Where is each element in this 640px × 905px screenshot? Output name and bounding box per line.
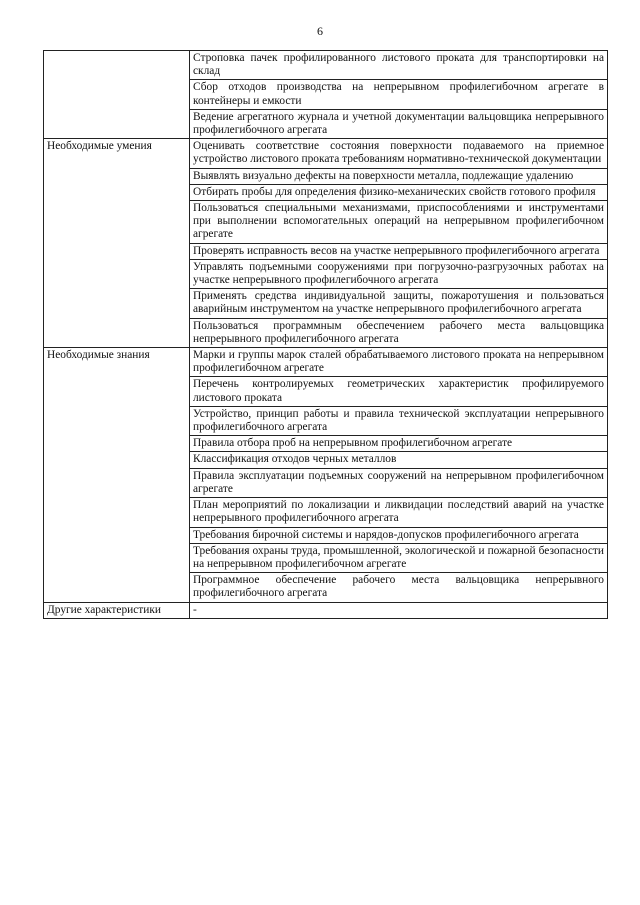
requirement-item: Пользоваться специальными механизмами, приспособлениями и инструментами при выполнении вспомогательных операций на непрерывном профилегибочном агрегате bbox=[190, 201, 608, 244]
requirement-item: Классификация отходов черных металлов bbox=[190, 452, 608, 468]
page-number: 6 bbox=[317, 24, 323, 38]
table-row bbox=[44, 348, 608, 377]
requirement-item: Программное обеспечение рабочего места вальцовщика непрерывного профилегибочного агрегата bbox=[190, 573, 608, 602]
requirement-item: Требования охраны труда, промышленной, экологической и пожарной безопасности на непрерывном профилегибочном агрегате bbox=[190, 543, 608, 572]
requirement-item: Оценивать соответствие состояния поверхности подаваемого на приемное устройство листового проката требованиям нормативно-технической документации bbox=[190, 139, 608, 168]
requirement-item: Пользоваться программным обеспечением рабочего места вальцовщика непрерывного профилегибочного агрегата bbox=[190, 318, 608, 347]
requirement-item: План мероприятий по локализации и ликвидации последствий аварий на участке непрерывного профилегибочного агрегата bbox=[190, 498, 608, 527]
section-label: Другие характеристики bbox=[44, 602, 190, 618]
requirement-item: Отбирать пробы для определения физико-механических свойств готового профиля bbox=[190, 184, 608, 200]
section-label: Необходимые умения bbox=[44, 139, 190, 348]
table-row bbox=[44, 51, 608, 80]
requirement-item: Ведение агрегатного журнала и учетной документации вальцовщика непрерывного профилегибочного агрегата bbox=[190, 109, 608, 138]
requirement-item: Проверять исправность весов на участке непрерывного профилегибочного агрегата bbox=[190, 243, 608, 259]
requirement-item: Правила эксплуатации подъемных сооружений на непрерывном профилегибочном агрегате bbox=[190, 468, 608, 497]
requirement-item: Выявлять визуально дефекты на поверхности металла, подлежащие удалению bbox=[190, 168, 608, 184]
requirement-item: Правила отбора проб на непрерывном профилегибочном агрегате bbox=[190, 436, 608, 452]
requirement-item: Марки и группы марок сталей обрабатываемого листового проката на непрерывном профилегибочном агрегате bbox=[190, 348, 608, 377]
requirement-item: Сбор отходов производства на непрерывном профилегибочном агрегате в контейнеры и емкости bbox=[190, 80, 608, 109]
section-label bbox=[44, 51, 190, 139]
requirement-item: - bbox=[190, 602, 608, 618]
requirement-item: Устройство, принцип работы и правила технической эксплуатации непрерывного профилегибочного агрегата bbox=[190, 406, 608, 435]
table-body bbox=[44, 51, 608, 619]
requirement-item: Применять средства индивидуальной защиты, пожаротушения и пользоваться аварийным инструментом на участке непрерывного профилегибочного агрегата bbox=[190, 289, 608, 318]
requirement-item: Управлять подъемными сооружениями при погрузочно-разгрузочных работах на участке непрерывного профилегибочного агрегата bbox=[190, 259, 608, 288]
section-label: Необходимые знания bbox=[44, 348, 190, 602]
table-row bbox=[44, 602, 608, 618]
requirement-item: Строповка пачек профилированного листового проката для транспортировки на склад bbox=[190, 51, 608, 80]
requirement-item: Перечень контролируемых геометрических характеристик профилируемого листового проката bbox=[190, 377, 608, 406]
table-row bbox=[44, 139, 608, 168]
requirement-item: Требования бирочной системы и нарядов-допусков профилегибочного агрегата bbox=[190, 527, 608, 543]
requirements-table bbox=[43, 50, 608, 619]
